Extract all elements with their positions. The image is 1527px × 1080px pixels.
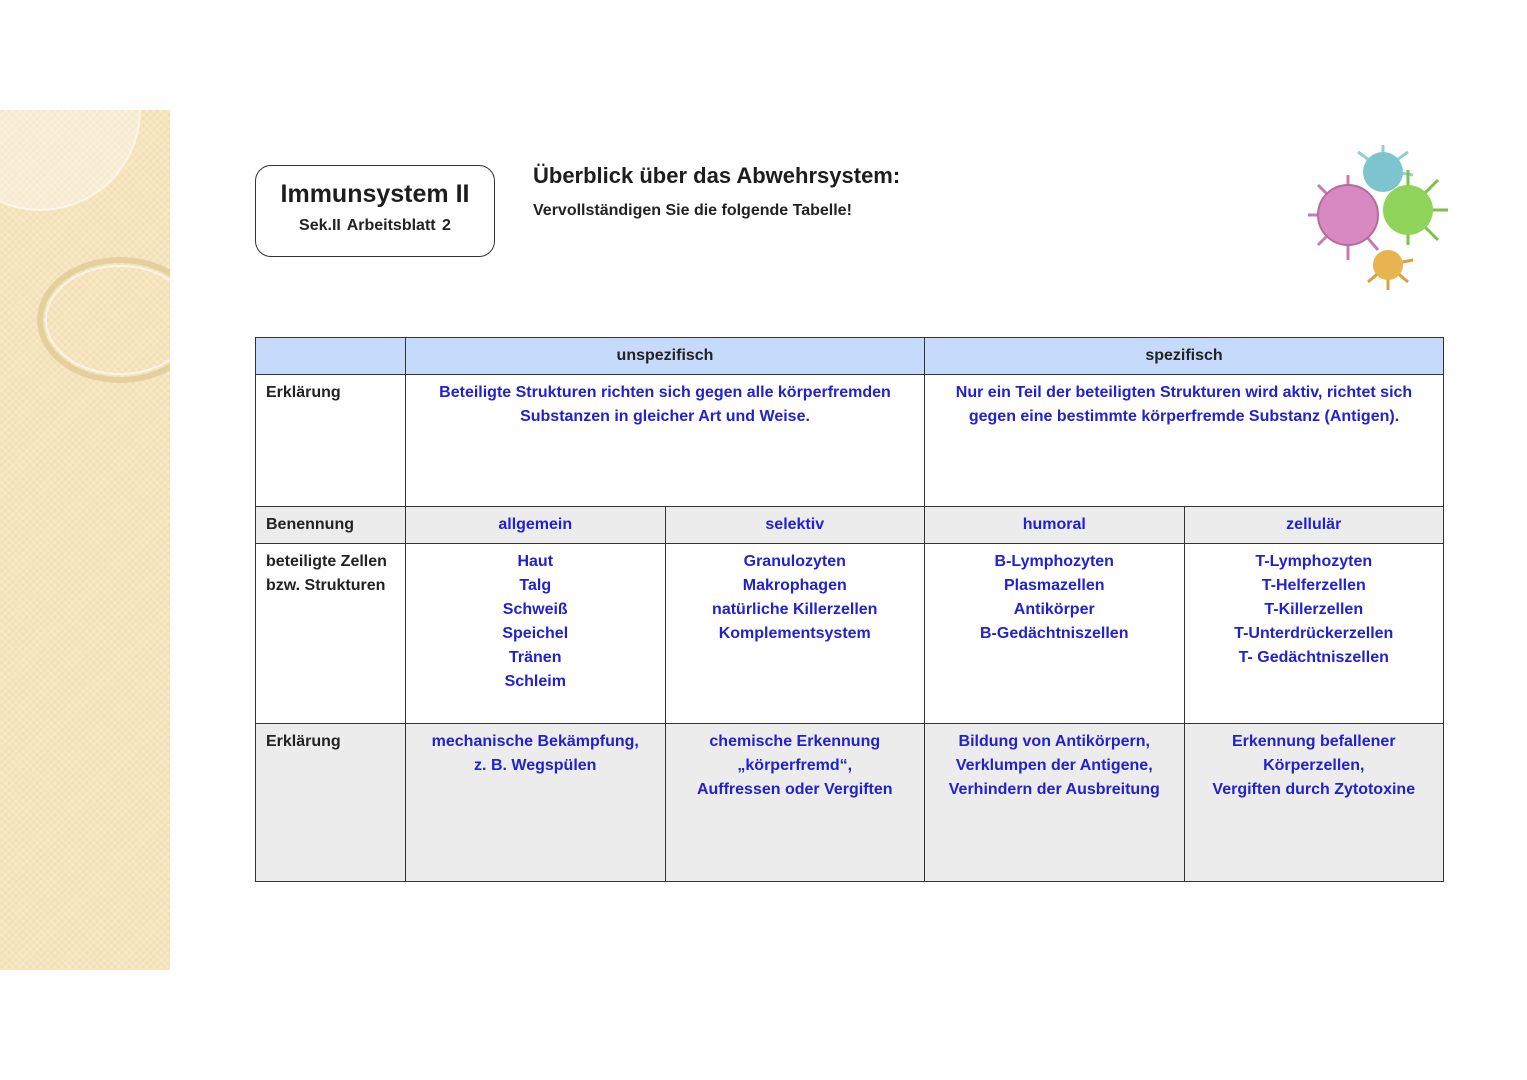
list-item: T-Helferzellen xyxy=(1261,577,1366,594)
virus-illustration-icon xyxy=(1298,140,1458,300)
text-line: mechanische Bekämpfung, xyxy=(431,733,639,750)
list-item: Antikörper xyxy=(1013,601,1095,618)
explanation2-zellular xyxy=(1184,724,1444,882)
explanation2-selektiv xyxy=(665,724,925,882)
worksheet-subtitle: Sek.II Arbeitsblatt 2 xyxy=(299,217,451,234)
name-selektiv: selektiv xyxy=(665,507,925,544)
name-allgemein: allgemein xyxy=(406,507,666,544)
list-item: B-Gedächtniszellen xyxy=(980,625,1129,642)
header-empty-cell xyxy=(256,338,406,375)
explanation-unspecific: Beteiligte Strukturen richten sich gegen alle körperfremden Substanzen in gleicher Art und Weise. xyxy=(406,375,925,507)
text-line: Verhindern der Ausbreitung xyxy=(948,781,1160,798)
cells-allgemein xyxy=(406,544,666,724)
text-line: Körperzellen, xyxy=(1263,757,1365,774)
page-heading: Überblick über das Abwehrsystem: xyxy=(533,163,901,188)
list-item: Makrophagen xyxy=(742,577,847,594)
immune-system-table xyxy=(255,337,1444,882)
list-item: Tränen xyxy=(509,649,562,666)
header-specific: spezifisch xyxy=(925,338,1444,375)
explanation2-allgemein xyxy=(406,724,666,882)
row-label-explanation-2: Erklärung xyxy=(256,724,406,882)
row-label-cells xyxy=(256,544,406,724)
text-line: Vergiften durch Zytotoxine xyxy=(1212,781,1416,798)
list-item: T-Killerzellen xyxy=(1264,601,1364,618)
list-item: Speichel xyxy=(502,625,569,642)
text-line: Bildung von Antikörpern, xyxy=(958,733,1150,750)
explanation-specific: Nur ein Teil der beteiligten Strukturen wird aktiv, richtet sich gegen eine bestimmte körperfremde Substanz (Antigen). xyxy=(925,375,1444,507)
list-item: Komplementsystem xyxy=(718,625,871,642)
name-humoral: humoral xyxy=(925,507,1185,544)
list-item: T-Lymphozyten xyxy=(1255,553,1373,570)
table-row xyxy=(256,375,1444,507)
worksheet-title-box xyxy=(255,165,495,257)
table-header-row xyxy=(256,338,1444,375)
list-item: Schweiß xyxy=(502,601,568,618)
list-item: Granulozyten xyxy=(743,553,846,570)
list-item: B-Lymphozyten xyxy=(994,553,1114,570)
name-zellular: zellulär xyxy=(1184,507,1444,544)
list-item: Haut xyxy=(517,553,554,570)
table-row xyxy=(256,544,1444,724)
row-label-explanation: Erklärung xyxy=(256,375,406,507)
worksheet-title: Immunsystem II xyxy=(280,180,470,208)
table-row xyxy=(256,724,1444,882)
text-line: chemische Erkennung xyxy=(709,733,881,750)
table-row xyxy=(256,507,1444,544)
row-label-cells-line: beteiligte Zellen xyxy=(266,553,387,570)
text-line: Verklumpen der Antigene, xyxy=(955,757,1153,774)
row-label-naming: Benennung xyxy=(256,507,406,544)
explanation2-humoral xyxy=(925,724,1185,882)
cells-humoral xyxy=(925,544,1185,724)
cells-selektiv xyxy=(665,544,925,724)
header-unspecific: unspezifisch xyxy=(406,338,925,375)
list-item: natürliche Killerzellen xyxy=(712,601,878,618)
list-item: Plasmazellen xyxy=(1004,577,1105,594)
list-item: T- Gedächtniszellen xyxy=(1238,649,1389,666)
text-line: z. B. Wegspülen xyxy=(474,757,597,774)
decorative-side-strip xyxy=(0,110,170,970)
list-item: Talg xyxy=(519,577,552,594)
text-line: Auffressen oder Vergiften xyxy=(696,781,893,798)
row-label-cells-line: bzw. Strukturen xyxy=(266,577,386,594)
text-line: Erkennung befallener xyxy=(1231,733,1396,750)
list-item: Schleim xyxy=(504,673,566,690)
page-instruction: Vervollständigen Sie die folgende Tabelle! xyxy=(533,202,852,219)
cells-zellular xyxy=(1184,544,1444,724)
list-item: T-Unterdrückerzellen xyxy=(1234,625,1394,642)
text-line: „körperfremd“, xyxy=(737,757,853,774)
